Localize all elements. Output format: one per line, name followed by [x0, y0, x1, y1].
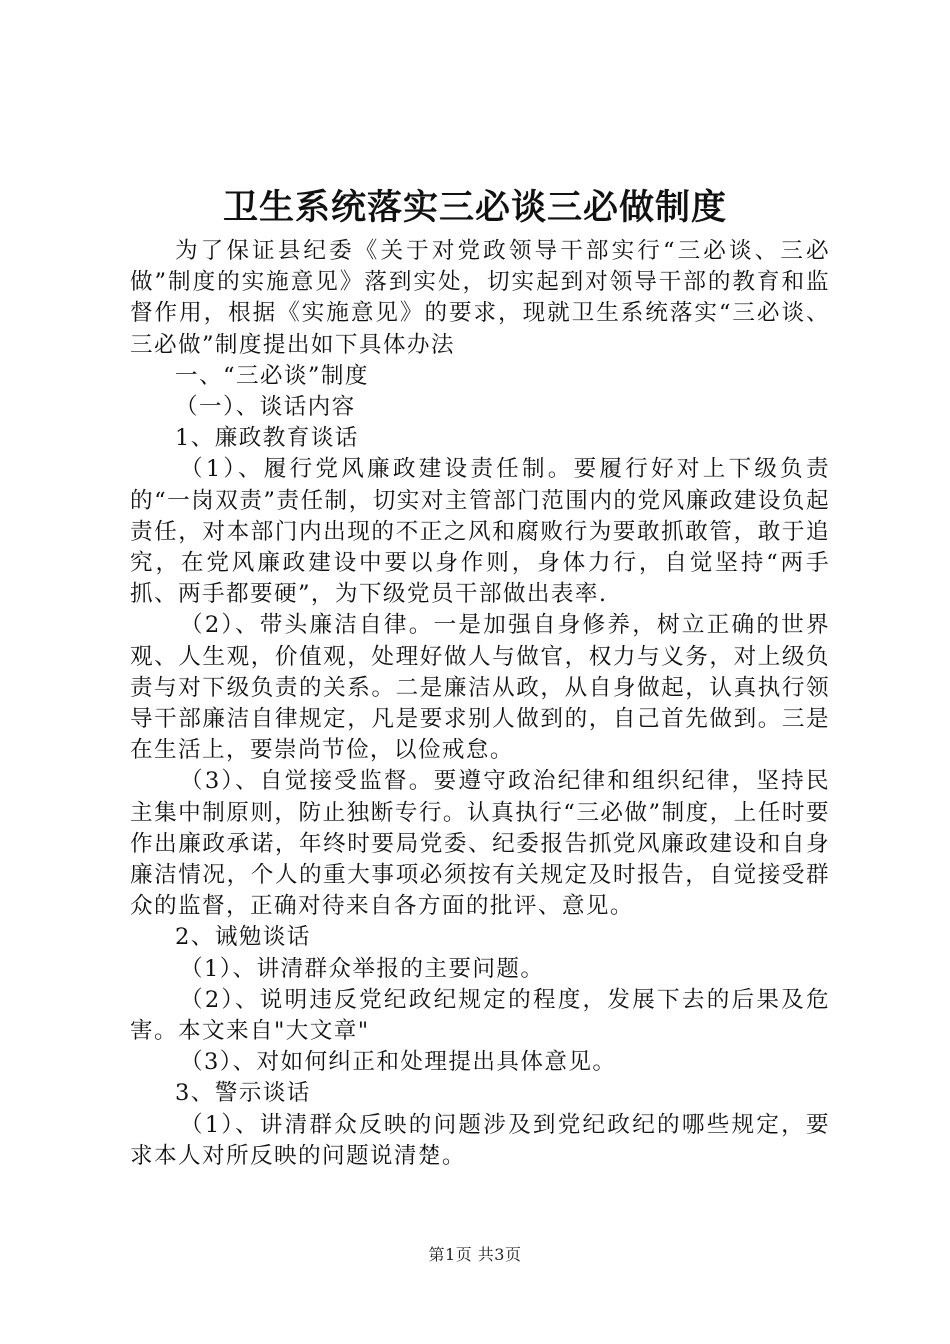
body-paragraph: （2）、带头廉洁自律。一是加强自身修养，树立正确的世界观、人生观，价值观，处理好做人与做官，权力与义务，对上级负责与对下级负责的关系。二是廉洁从政，从自身做起，认真执行领导干部廉洁自律规定，凡是要求别人做到的，自己首先做到。三是在生活上，要崇尚节俭，以俭戒怠。 [130, 612, 830, 764]
page-number-footer: 第1页 共3页 [428, 1245, 522, 1264]
item-heading: 2、诫勉谈话 [175, 924, 311, 951]
body-paragraph: （1）、讲清群众举报的主要问题。 [180, 955, 545, 982]
section-heading: 一、“三必谈”制度 [175, 362, 369, 389]
item-heading: 3、警示谈话 [175, 1080, 311, 1107]
subsection-heading: （一）、谈话内容 [175, 394, 356, 421]
item-heading: 1、廉政教育谈话 [175, 425, 359, 452]
body-paragraph: （2）、说明违反党纪政纪规定的程度，发展下去的后果及危害。本文来自"大文章" [130, 986, 830, 1045]
document-body [130, 236, 830, 1172]
body-paragraph: （1）、履行党风廉政建设责任制。要履行好对上下级负责的“一岗双责”责任制，切实对主管部门范围内的党风廉政建设负起责任，对本部门内出现的不正之风和腐败行为要敢抓敢管，敢于追究，在党风廉政建设中要以身作则，身体力行，自觉坚持“两手抓、两手都要硬”，为下级党员干部做出表率. [130, 456, 831, 608]
body-paragraph: （1）、讲清群众反映的问题涉及到党纪政纪的哪些规定，要求本人对所反映的问题说清楚。 [130, 1111, 830, 1169]
body-paragraph: （3）、对如何纠正和处理提出具体意见。 [180, 1049, 617, 1076]
body-paragraph: （3）、自觉接受监督。要遵守政治纪律和组织纪律，坚持民主集中制原则，防止独断专行。认真执行“三必做”制度，上任时要作出廉政承诺，年终时要局党委、纪委报告抓党风廉政建设和自身廉洁情况，个人的重大事项必须按有关规定及时报告，自觉接受群众的监督，正确对待来自各方面的批评、意见。 [130, 768, 830, 920]
document-title: 卫生系统落实三必谈三必做制度 [222, 187, 727, 228]
intro-paragraph: 为了保证县纪委《关于对党政领导干部实行“三必谈、三必做”制度的实施意见》落到实处，切实起到对领导干部的教育和监督作用，根据《实施意见》的要求，现就卫生系统落实“三必谈、三必做”制度提出如下具体办法 [130, 238, 830, 358]
